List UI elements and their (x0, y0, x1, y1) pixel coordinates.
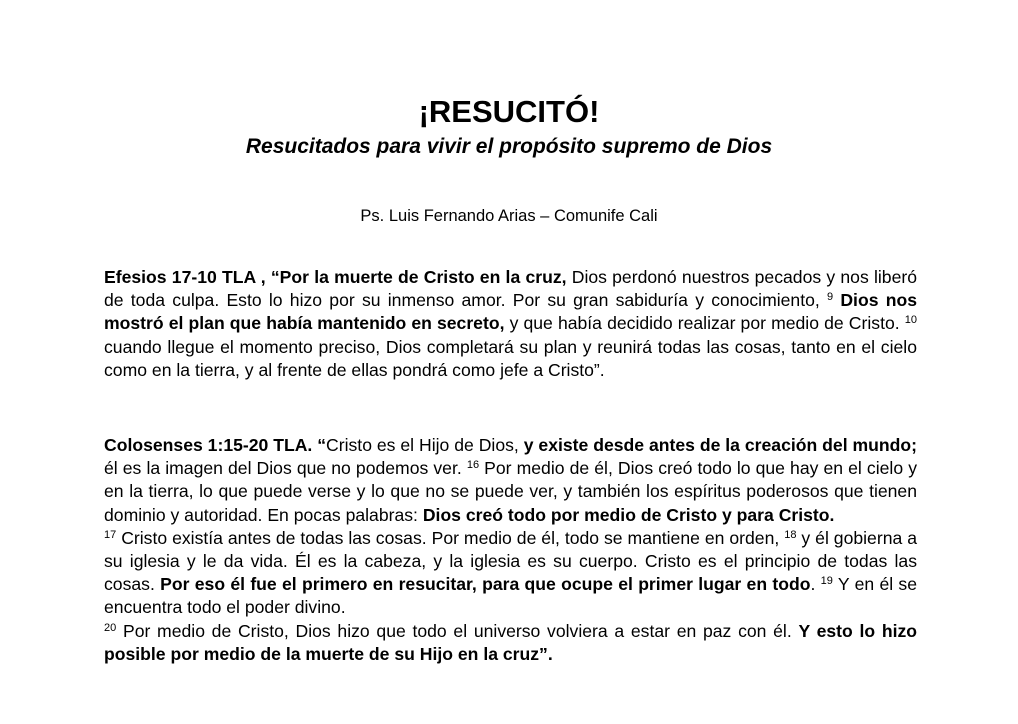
body-text: y él gobierna a su iglesia y le da vida. Él es la cabeza, y la iglesia es su cuerpo. Cristo es el principio de todas las cosas. (104, 527, 918, 595)
passage-reference: Colosenses 1:15-20 TLA. “ (104, 435, 327, 455)
body-text: Dios perdonó nuestros pecados y nos liberó de toda culpa. Esto lo hizo por su inmenso amor. Por su gran sabiduría y conocimiento, (104, 267, 917, 311)
passage-efesios-text (104, 266, 917, 382)
verse-number: 10 (904, 314, 917, 327)
bold-text: Por eso él fue el primero en resucitar, para que ocupe el primer lugar en todo (160, 574, 811, 595)
verse-number: 16 (466, 459, 480, 472)
bold-text: Dios nos mostró el plan que había mantenido en secreto, (104, 290, 917, 334)
body-text: cuando llegue el momento preciso, Dios completará su plan y reunirá todas las cosas, tanto en el cielo como en la tierra, y al frente de ellas pondrá como jefe a Cristo”. (104, 336, 917, 380)
body-text: Cristo es el Hijo de Dios, (326, 435, 519, 455)
passage-colosenses-para-3 (104, 620, 917, 666)
bold-text: y existe desde antes de la creación del mundo; (518, 435, 917, 455)
verse-number: 18 (784, 528, 797, 541)
body-text: Por medio de Cristo, Dios hizo que todo el universo volviera a estar en paz con él. (116, 620, 799, 641)
passage-colosenses-para-1 (104, 434, 917, 527)
author-line: Ps. Luis Fernando Arias – Comunife Cali (360, 207, 658, 225)
body-text: Cristo existía antes de todas las cosas. Por medio de él, todo se mantiene en orden, (116, 527, 785, 548)
body-text: . (810, 574, 821, 595)
page-title: ¡RESUCITÓ! (418, 94, 600, 129)
verse-number: 20 (104, 621, 117, 634)
page-subtitle: Resucitados para vivir el propósito supremo de Dios (245, 135, 773, 158)
body-text: y que había decidido realizar por medio de Cristo. (504, 313, 905, 334)
passage-efesios (104, 266, 917, 382)
verse-number: 19 (820, 575, 833, 588)
verse-number: 17 (104, 528, 117, 541)
passage-colosenses-para-2 (104, 527, 917, 620)
verse-number: 9 (827, 291, 834, 304)
body-text: él es la imagen del Dios que no podemos ver. (104, 458, 467, 479)
bold-text: “Por la muerte de Cristo en la cruz, (265, 267, 567, 287)
bold-text: Dios creó todo por medio de Cristo y para Cristo. (422, 504, 835, 525)
bold-text: Y esto lo hizo posible por medio de la muerte de su Hijo en la cruz”. (104, 620, 917, 664)
body-text: Y en él se encuentra todo el poder divino. (104, 574, 918, 618)
passage-colosenses (104, 434, 917, 666)
passage-reference: Efesios 17-10 TLA , (104, 267, 266, 287)
body-text: Por medio de él, Dios creó todo lo que hay en el cielo y en la tierra, lo que puede verse y lo que no se puede ver, y también los espíritus poderosos que tienen dominio y autoridad. En pocas palabras: (104, 458, 917, 525)
